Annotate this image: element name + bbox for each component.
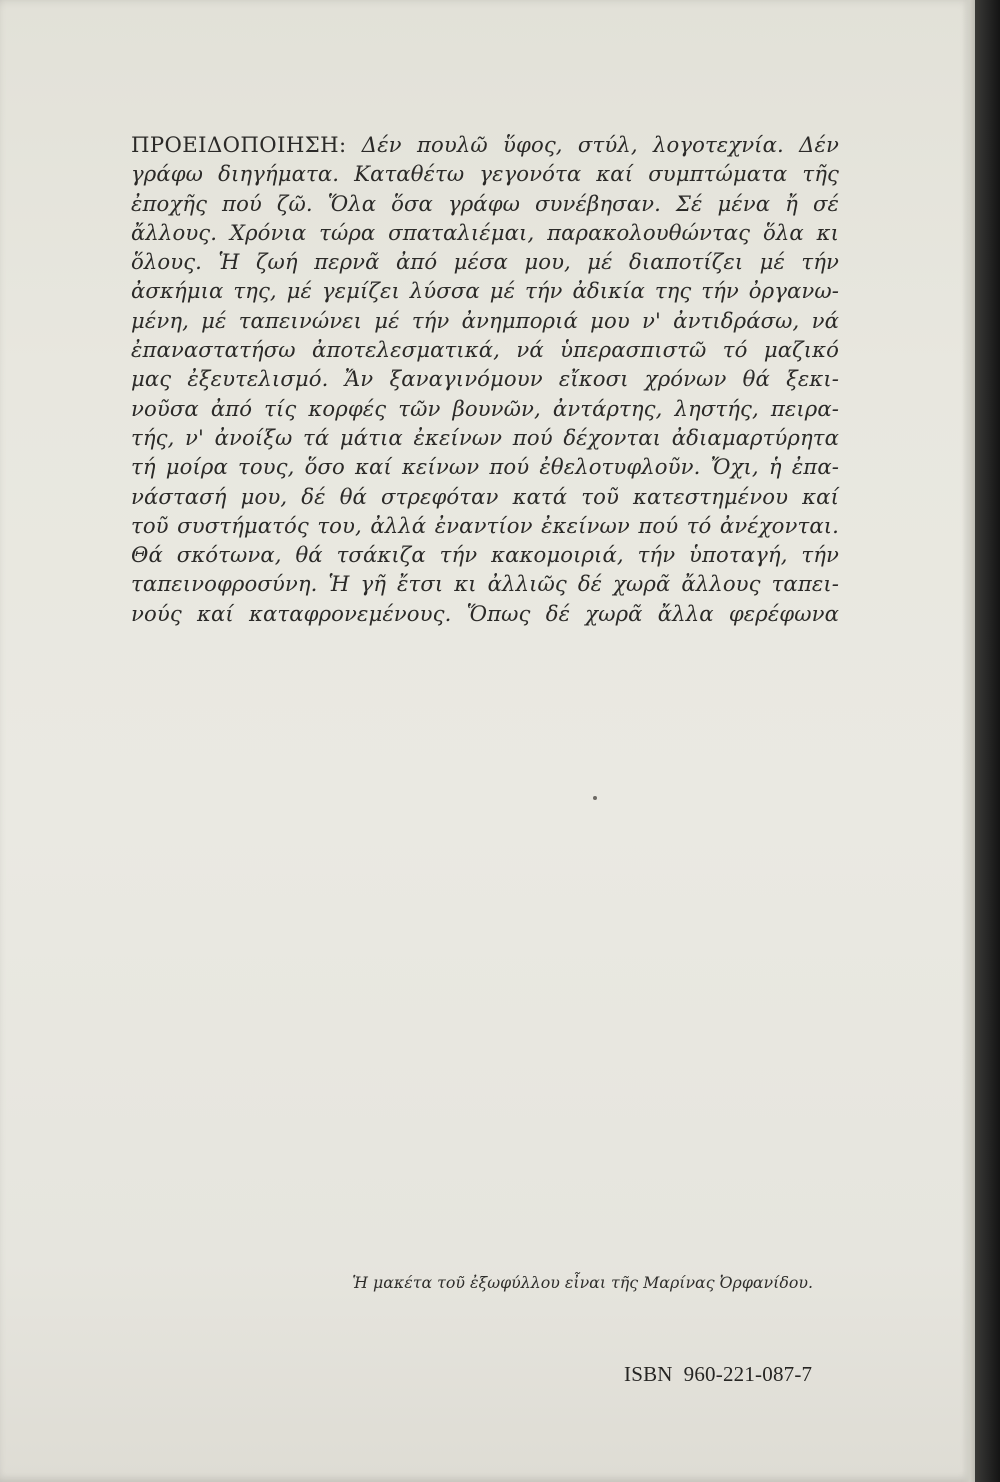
cover-design-credit: Ἡ μακέτα τοῦ ἐξωφύλλου εἶναι τῆς Μαρίνας Ὀρφανίδου. xyxy=(352,1273,813,1292)
text-line: ΠΡΟΕΙΔΟΠΟΙΗΣΗ: Δέν πουλῶ ὕφος, στύλ, λογοτεχνία. Δέν xyxy=(131,132,839,157)
text-line: ἐποχῆς πού ζῶ. Ὅλα ὅσα γράφω συνέβησαν. Σέ μένα ἤ σέ xyxy=(131,190,839,216)
paper-speck xyxy=(593,796,597,800)
text-line: νούς καί καταφρονεμένους. Ὅπως δέ χωρᾶ ἄλλα φερέφωνα xyxy=(131,600,839,626)
text-line: νοῦσα ἀπό τίς κορφές τῶν βουνῶν, ἀντάρτης, ληστής, πειρα- xyxy=(131,395,839,421)
text-line: τοῦ συστήματός του, ἀλλά ἐναντίον ἐκείνων πού τό ἀνέχονται. xyxy=(131,512,839,538)
warning-paragraph xyxy=(131,130,839,628)
isbn-label: ISBN xyxy=(624,1362,673,1386)
background-strip xyxy=(975,0,1000,1482)
text-line: ἄλλους. Χρόνια τώρα σπαταλιέμαι, παρακολουθώντας ὅλα κι xyxy=(131,219,839,245)
text-line: τή μοίρα τους, ὅσο καί κείνων πού ἐθελοτυφλοῦν. Ὄχι, ἡ ἐπα- xyxy=(131,454,839,480)
text-line: μένη, μέ ταπεινώνει μέ τήν ἀνημποριά μου ν' ἀντιδράσω, νά xyxy=(131,307,839,333)
text-line: ἐπαναστατήσω ἀποτελεσματικά, νά ὑπερασπιστῶ τό μαζικό xyxy=(131,337,839,363)
text-line: ἀσκήμια της, μέ γεμίζει λύσσα μέ τήν ἀδικία της τήν ὀργανω- xyxy=(131,278,839,304)
text-line: Θά σκότωνα, θά τσάκιζα τήν κακομοιριά, τήν ὑποταγή, τήν xyxy=(131,542,839,568)
text-line: ταπεινοφροσύνη. Ἡ γῆ ἔτσι κι ἀλλιῶς δέ χωρᾶ ἄλλους ταπει- xyxy=(131,571,839,597)
text-line: μας ἐξευτελισμό. Ἄν ξαναγινόμουν εἴκοσι χρόνων θά ξεκι- xyxy=(131,366,839,392)
text-line: ὅλους. Ἡ ζωή περνᾶ ἀπό μέσα μου, μέ διαποτίζει μέ τήν xyxy=(131,249,839,275)
warning-label: ΠΡΟΕΙΔΟΠΟΙΗΣΗ: xyxy=(131,132,347,157)
isbn xyxy=(624,1362,812,1387)
text-line: τής, ν' ἀνοίξω τά μάτια ἐκείνων πού δέχονται ἀδιαμαρτύρητα xyxy=(131,424,839,450)
cover-edge-shadow xyxy=(962,0,976,1482)
text-line: γράφω διηγήματα. Καταθέτω γεγονότα καί συμπτώματα τῆς xyxy=(131,161,839,187)
text-line: νάστασή μου, δέ θά στρεφόταν κατά τοῦ κατεστημένου καί xyxy=(131,483,839,509)
isbn-number: 960-221-087-7 xyxy=(683,1362,813,1386)
